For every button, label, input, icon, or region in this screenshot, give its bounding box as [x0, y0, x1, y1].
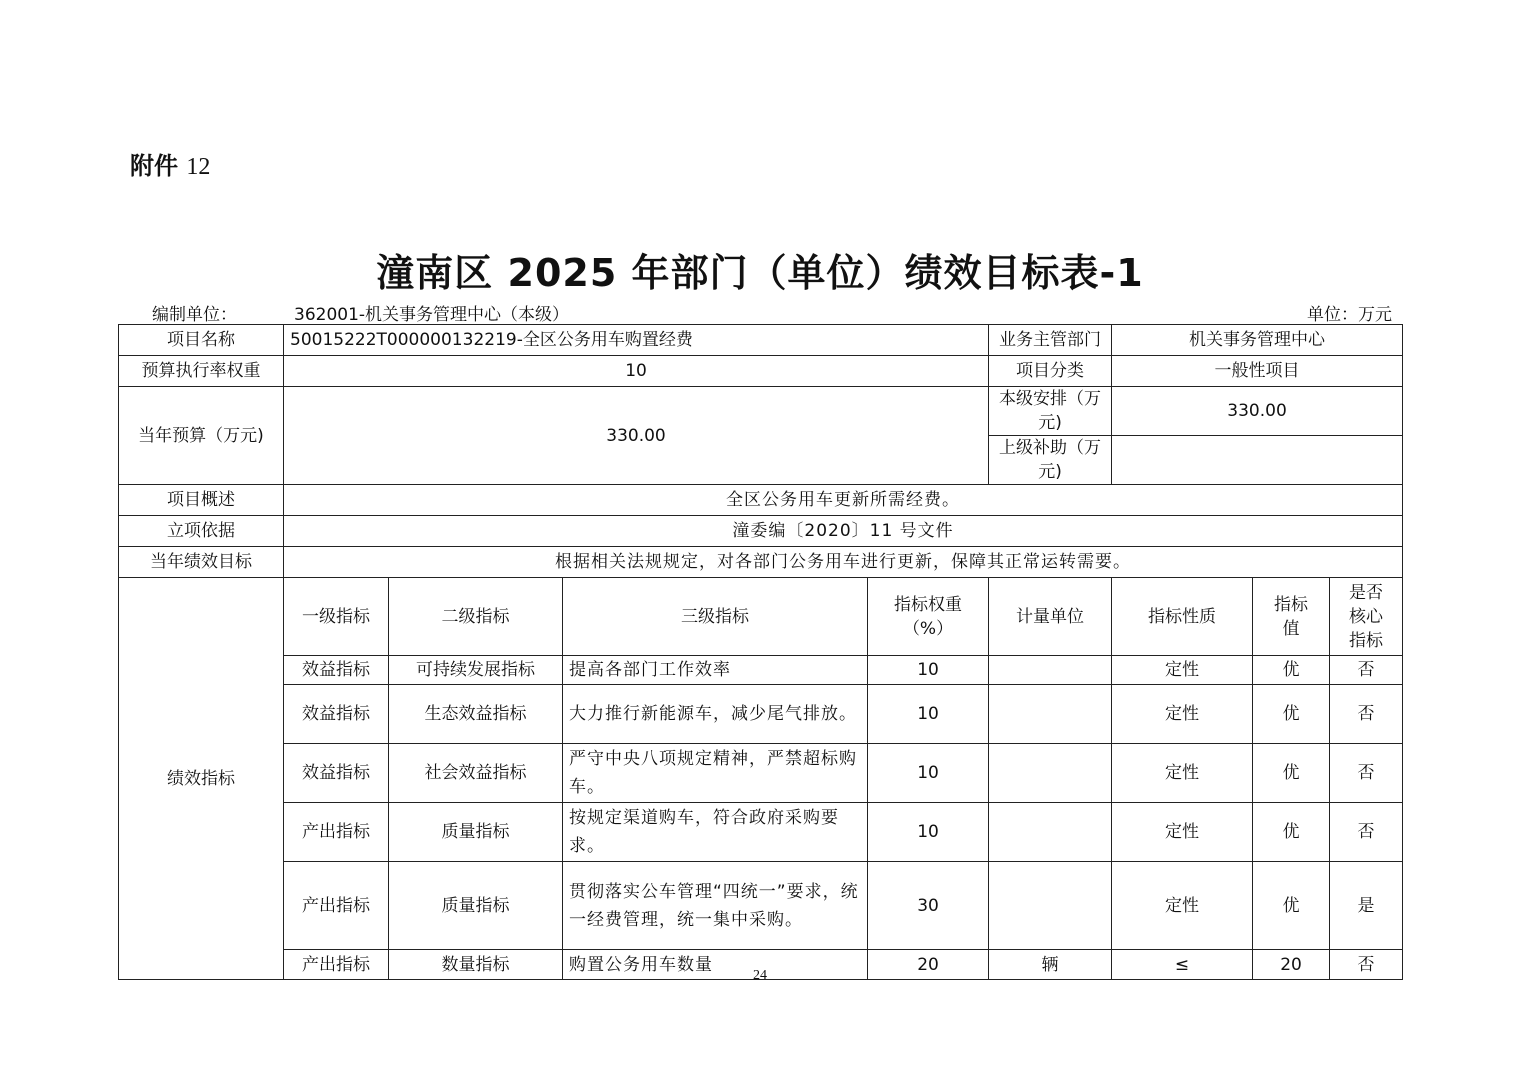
header-value: [1253, 578, 1330, 656]
budget-value: 330.00: [284, 387, 989, 485]
dept-label: 业务主管部门: [989, 325, 1112, 356]
row-level1: 产出指标: [284, 803, 389, 862]
header-weight-line1: 指标权重: [894, 594, 963, 615]
row-nature: 定性: [1112, 862, 1253, 950]
header-value-line2: 值: [1282, 618, 1300, 639]
row-basis: [119, 516, 1403, 547]
row-weight: 10: [868, 656, 989, 685]
project-name-label: 项目名称: [119, 325, 284, 356]
row-level2: 数量指标: [389, 950, 563, 980]
header-level3: 三级指标: [563, 578, 868, 656]
page-title: 潼南区 2025 年部门（单位）绩效目标表-1: [376, 251, 1144, 295]
basis-label: 立项依据: [119, 516, 284, 547]
row-value: 优: [1253, 656, 1330, 685]
row-level2: 生态效益指标: [389, 685, 563, 744]
overview-value: 全区公务用车更新所需经费。: [284, 485, 1403, 516]
indicator-row: [119, 862, 1403, 950]
local-value: 330.00: [1112, 387, 1403, 436]
header-weight: [868, 578, 989, 656]
compiler-label: 编制单位：: [152, 305, 237, 325]
row-project-name: [119, 325, 1403, 356]
row-core: 否: [1330, 744, 1403, 803]
row-level2: 质量指标: [389, 803, 563, 862]
weight-label: 预算执行率权重: [119, 356, 284, 387]
row-weight: 10: [868, 803, 989, 862]
row-nature: 定性: [1112, 803, 1253, 862]
row-level3: 购置公务用车数量: [563, 950, 868, 980]
row-weight: 30: [868, 862, 989, 950]
row-budget: [119, 387, 1403, 436]
indicator-header-row: [119, 578, 1403, 656]
basis-value: 潼委编〔2020〕11 号文件: [284, 516, 1403, 547]
row-value: 优: [1253, 744, 1330, 803]
attachment-number: 12: [186, 154, 211, 180]
row-weight: 10: [868, 744, 989, 803]
indicator-row: [119, 803, 1403, 862]
row-core: 否: [1330, 685, 1403, 744]
header-weight-line2: （%）: [902, 618, 954, 639]
budget-label: 当年预算（万元): [119, 387, 284, 485]
indicator-row: [119, 744, 1403, 803]
row-core: 否: [1330, 656, 1403, 685]
row-nature: ≤: [1112, 950, 1253, 980]
header-unit: 计量单位: [989, 578, 1112, 656]
row-level1: 产出指标: [284, 950, 389, 980]
row-weight: 10: [868, 685, 989, 744]
performance-table: [118, 324, 1403, 980]
goal-value: 根据相关法规规定，对各部门公务用车进行更新，保障其正常运转需要。: [284, 547, 1403, 578]
indicator-row: [119, 685, 1403, 744]
header-core-line3: 指标: [1349, 630, 1384, 651]
page-number: 24: [753, 968, 767, 983]
upper-label: 上级补助（万元): [989, 436, 1112, 485]
compiler-value: 362001-机关事务管理中心（本级）: [294, 305, 570, 325]
row-value: 优: [1253, 685, 1330, 744]
row-level3: 严守中央八项规定精神，严禁超标购车。: [563, 744, 868, 803]
row-unit: [989, 744, 1112, 803]
header-core-line1: 是否: [1349, 582, 1384, 603]
row-core: 否: [1330, 803, 1403, 862]
row-level3: 按规定渠道购车，符合政府采购要求。: [563, 803, 868, 862]
row-goal: [119, 547, 1403, 578]
row-level3: 大力推行新能源车，减少尾气排放。: [563, 685, 868, 744]
category-label: 项目分类: [989, 356, 1112, 387]
category-value: 一般性项目: [1112, 356, 1403, 387]
row-level3: 提高各部门工作效率: [563, 656, 868, 685]
header-level1: 一级指标: [284, 578, 389, 656]
weight-value: 10: [284, 356, 989, 387]
row-core: 否: [1330, 950, 1403, 980]
row-unit: [989, 656, 1112, 685]
attachment-text: 附件: [130, 152, 178, 180]
row-core: 是: [1330, 862, 1403, 950]
currency-unit: 单位：万元: [1307, 305, 1392, 325]
row-unit: 辆: [989, 950, 1112, 980]
header-level2: 二级指标: [389, 578, 563, 656]
row-value: 优: [1253, 803, 1330, 862]
row-unit: [989, 803, 1112, 862]
row-unit: [989, 685, 1112, 744]
row-unit: [989, 862, 1112, 950]
row-weight: [119, 356, 1403, 387]
header-core: [1330, 578, 1403, 656]
row-weight: 20: [868, 950, 989, 980]
row-level2: 质量指标: [389, 862, 563, 950]
header-nature: 指标性质: [1112, 578, 1253, 656]
row-level1: 产出指标: [284, 862, 389, 950]
dept-value: 机关事务管理中心: [1112, 325, 1403, 356]
row-level2: 社会效益指标: [389, 744, 563, 803]
row-level2: 可持续发展指标: [389, 656, 563, 685]
indicator-row: [119, 656, 1403, 685]
goal-label: 当年绩效目标: [119, 547, 284, 578]
row-value: 20: [1253, 950, 1330, 980]
header-core-line2: 核心: [1349, 606, 1384, 627]
header-value-line1: 指标: [1274, 594, 1309, 615]
row-overview: [119, 485, 1403, 516]
row-level1: 效益指标: [284, 685, 389, 744]
row-level1: 效益指标: [284, 656, 389, 685]
row-nature: 定性: [1112, 685, 1253, 744]
row-nature: 定性: [1112, 744, 1253, 803]
upper-value: [1112, 436, 1403, 485]
row-level3: 贯彻落实公车管理“四统一”要求，统一经费管理，统一集中采购。: [563, 862, 868, 950]
attachment-label: [130, 146, 210, 181]
row-value: 优: [1253, 862, 1330, 950]
row-level1: 效益指标: [284, 744, 389, 803]
indicators-section-label: 绩效指标: [119, 578, 284, 980]
project-name-value: 50015222T000000132219-全区公务用车购置经费: [284, 325, 989, 356]
local-label: 本级安排（万元): [989, 387, 1112, 436]
overview-label: 项目概述: [119, 485, 284, 516]
row-nature: 定性: [1112, 656, 1253, 685]
